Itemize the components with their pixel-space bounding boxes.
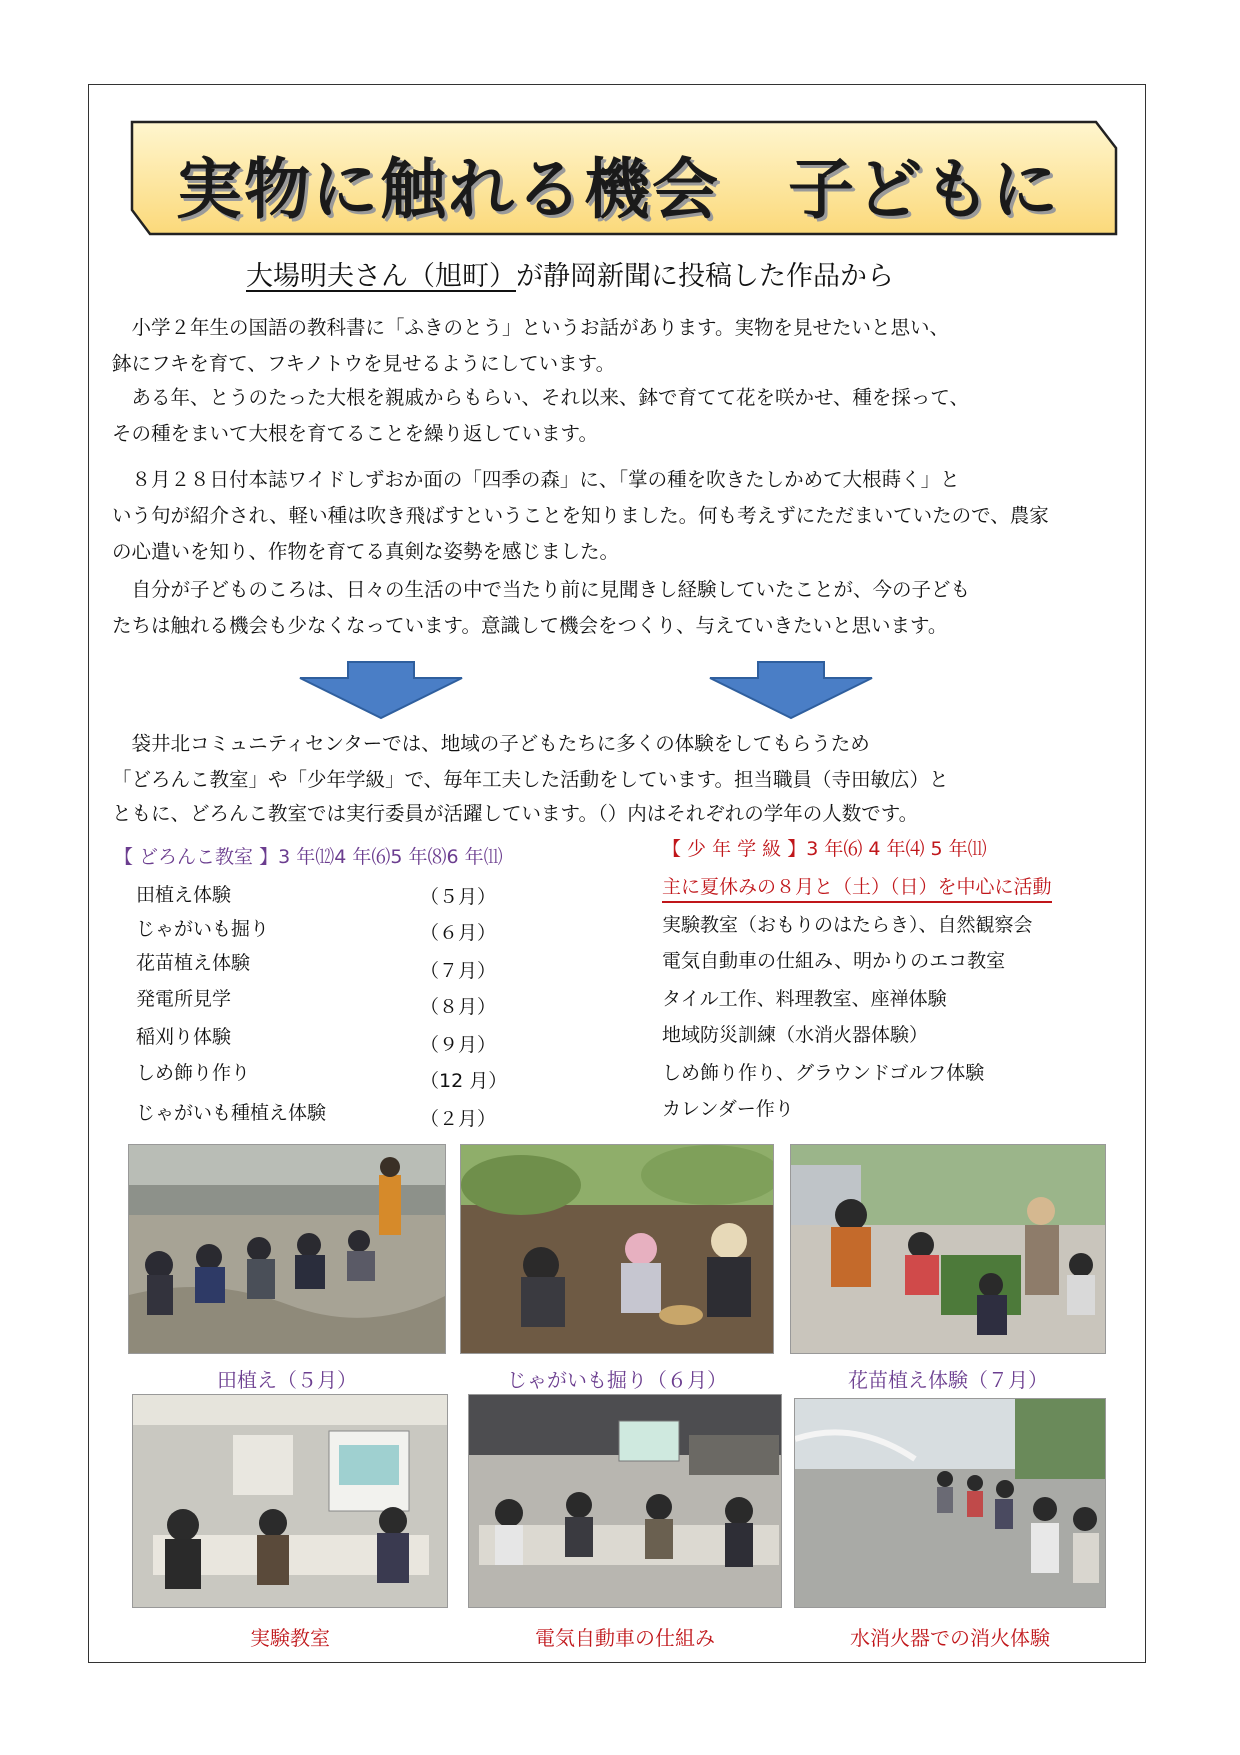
intro-line: 袋井北コミュニティセンターでは、地域の子どもたちに多くの体験をしてもらうため xyxy=(112,732,870,755)
doronko-header: 【 どろんこ教室 】3 年⑿4 年⑹5 年⑻6 年⑾ xyxy=(114,846,503,868)
essay-line: いう句が紹介され、軽い種は吹き飛ばすということを知りました。何も考えずにただまいていたので、農家 xyxy=(112,504,1049,527)
doronko-item: 稲刈り体験 xyxy=(136,1026,232,1048)
doronko-month: （２月） xyxy=(420,1108,497,1130)
essay-line: 小学２年生の国語の教科書に「ふきのとう」というお話があります。実物を見せたいと思い、 xyxy=(112,316,949,339)
shonen-item: しめ飾り作り、グラウンドゴルフ体験 xyxy=(662,1062,985,1084)
flower-planting-photo xyxy=(790,1144,1106,1354)
shonen-item: 実験教室（おもりのはたらき）、自然観察会 xyxy=(662,914,1033,936)
doronko-item: しめ飾り作り xyxy=(136,1062,251,1084)
photo-caption: 水消火器での消火体験 xyxy=(850,1626,1050,1650)
essay-line: 自分が子どものころは、日々の生活の中で当たり前に見聞きし経験していたことが、今の子ども xyxy=(112,578,971,601)
doronko-item: じゃがいも種植え体験 xyxy=(136,1102,327,1124)
doronko-item: 田植え体験 xyxy=(136,884,232,906)
intro-line: ともに、どろんこ教室では実行委員が活躍しています。（）内はそれぞれの学年の人数です。 xyxy=(112,802,919,825)
author-name: 大場明夫さん（旭町） xyxy=(246,261,516,292)
doronko-month: （７月） xyxy=(420,960,497,982)
potato-digging-photo xyxy=(460,1144,774,1354)
doronko-month: （８月） xyxy=(420,996,497,1018)
fire-extinguisher-photo xyxy=(794,1398,1106,1608)
shonen-item: 地域防災訓練（水消火器体験） xyxy=(662,1024,929,1046)
doronko-item: 花苗植え体験 xyxy=(136,952,251,974)
electric-car-class-photo xyxy=(468,1394,782,1608)
doronko-item: じゃがいも掘り xyxy=(136,918,270,940)
doronko-month: （12 月） xyxy=(420,1070,508,1092)
photo-caption: 田植え（５月） xyxy=(217,1368,357,1392)
rice-planting-photo xyxy=(128,1144,446,1354)
shonen-header: 【 少 年 学 級 】3 年⑹ 4 年⑷ 5 年⑾ xyxy=(662,838,987,860)
intro-line: 「どろんこ教室」や「少年学級」で、毎年工夫した活動をしています。担当職員（寺田敏広）と xyxy=(112,768,949,791)
page-title: 実物に触れる機会 子どもに xyxy=(176,151,1060,228)
shonen-item: カレンダー作り xyxy=(662,1098,794,1120)
shonen-item: タイル工作、料理教室、座禅体験 xyxy=(662,988,947,1010)
down-arrow-icon xyxy=(296,660,466,720)
essay-line: ８月２８日付本誌ワイドしずおか面の「四季の森」に、「掌の種を吹きたしかめて大根蒔く」と xyxy=(112,468,960,491)
shonen-note: 主に夏休みの８月と（土）（日）を中心に活動 xyxy=(662,872,1052,903)
photo-caption: 実験教室 xyxy=(250,1626,330,1650)
essay-line: 鉢にフキを育て、フキノトウを見せるようにしています。 xyxy=(112,352,616,375)
doronko-item: 発電所見学 xyxy=(136,988,232,1010)
doronko-month: （６月） xyxy=(420,922,497,944)
subtitle-rest: が静岡新聞に投稿した作品から xyxy=(516,261,894,292)
experiment-class-photo xyxy=(132,1394,448,1608)
doronko-month: （９月） xyxy=(420,1034,497,1056)
photo-caption: 花苗植え体験（７月） xyxy=(848,1368,1048,1392)
photo-caption: じゃがいも掘り（６月） xyxy=(507,1368,727,1392)
essay-line: その種をまいて大根を育てることを繰り返しています。 xyxy=(112,422,598,445)
shonen-item: 電気自動車の仕組み、明かりのエコ教室 xyxy=(662,950,1006,972)
title-banner xyxy=(128,118,1120,238)
essay-line: たちは触れる機会も少なくなっています。意識して機会をつくり、与えていきたいと思います。 xyxy=(112,614,948,637)
essay-line: の心遣いを知り、作物を育てる真剣な姿勢を感じました。 xyxy=(112,540,620,563)
down-arrow-icon xyxy=(706,660,876,720)
photo-caption: 電気自動車の仕組み xyxy=(535,1626,715,1650)
subtitle xyxy=(246,254,894,293)
essay-line: ある年、とうのたった大根を親戚からもらい、それ以来、鉢で育てて花を咲かせ、種を採って、 xyxy=(112,386,970,409)
doronko-month: （５月） xyxy=(420,886,497,908)
